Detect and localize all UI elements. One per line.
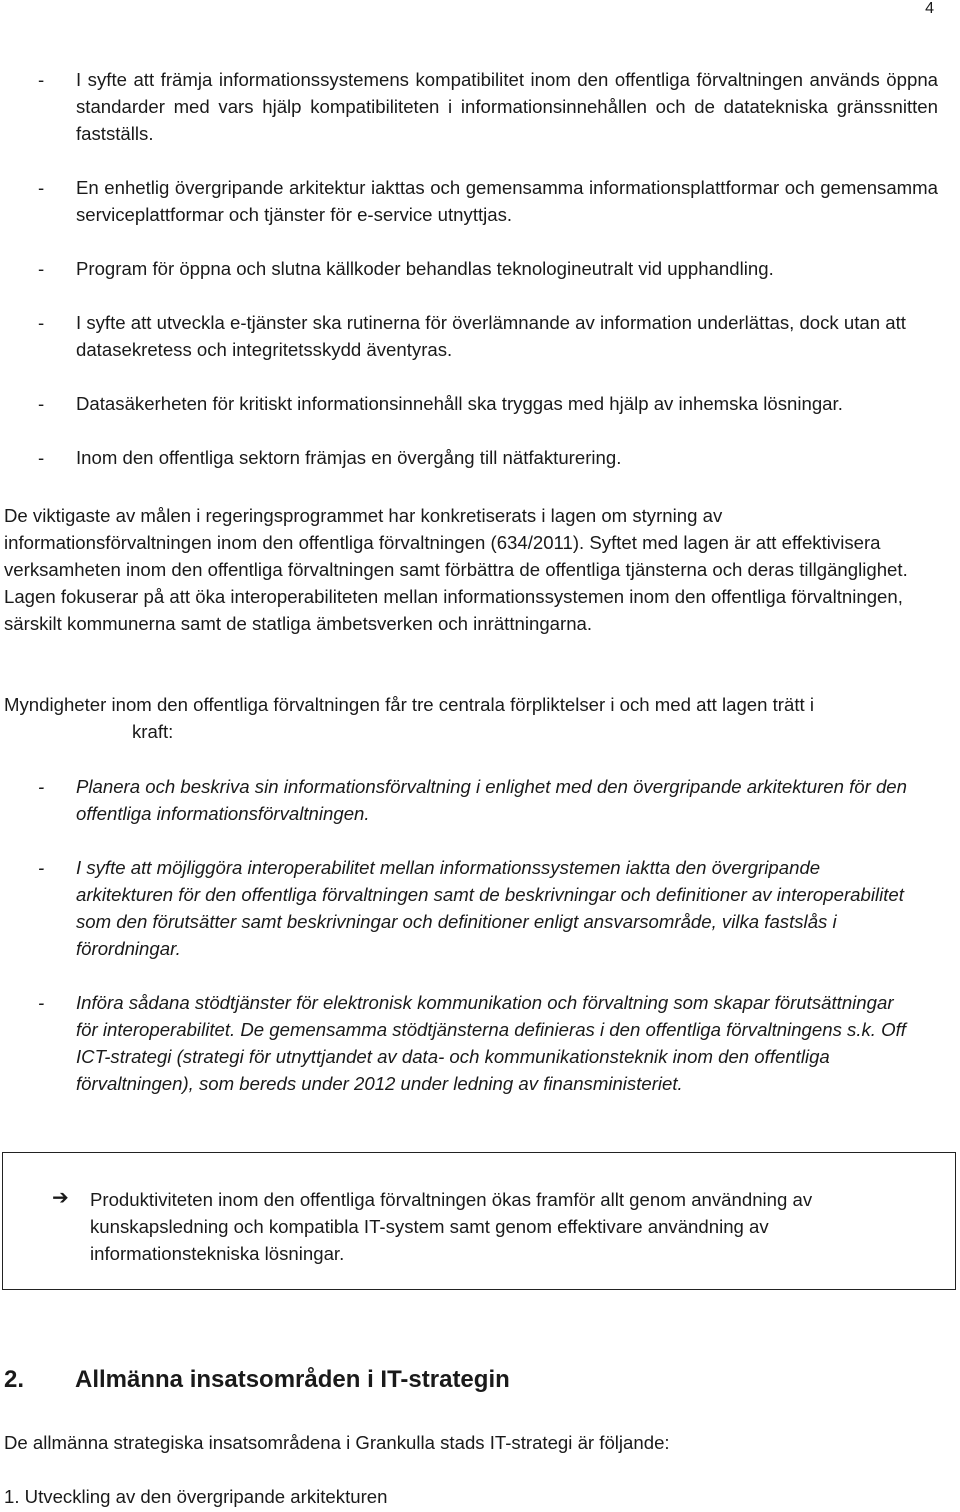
bullet-dash: -: [38, 177, 45, 198]
section-number: 2.: [4, 1366, 25, 1393]
list-item: [0, 66, 960, 147]
bullet-dash: -: [38, 776, 45, 797]
paragraph-tail: kraft:: [132, 721, 174, 742]
list-item-text: Inom den offentliga sektorn främjas en övergång till nätfakturering.: [76, 447, 622, 468]
bullet-dash: -: [38, 312, 45, 333]
bullet-dash: -: [38, 393, 45, 414]
list-item: [0, 390, 960, 417]
bullet-dash: -: [38, 992, 45, 1013]
list-item: [0, 773, 960, 827]
list-item: [0, 854, 960, 962]
list-item-text: Planera och beskriva sin informationsförvaltning i enlighet med den övergripande arkitekturen för den offentliga informationsförvaltningen.: [76, 776, 907, 824]
bullet-list-obligations: [0, 773, 960, 1124]
list-item-text: En enhetlig övergripande arkitektur iakttas och gemensamma informationsplattformar och gemensamma serviceplattformar och tjänster för e-service utnyttjas.: [76, 177, 938, 225]
paragraph-text: Myndigheter inom den offentliga förvaltningen får tre centrala förpliktelser i och med att lagen trätt i: [4, 694, 814, 715]
list-item: [0, 174, 960, 228]
bullet-dash: -: [38, 258, 45, 279]
list-item-text: Datasäkerheten för kritiskt informationsinnehåll ska tryggas med hjälp av inhemska lösningar.: [76, 393, 843, 414]
list-item-text: I syfte att utveckla e-tjänster ska rutinerna för överlämnande av information underlättas, dock utan att datasekretess och integritetsskydd äventyras.: [76, 312, 906, 360]
highlight-box-text: Produktiviteten inom den offentliga förvaltningen ökas framför allt genom användning av kunskapsledning och kompatibla IT-system samt genom effektivare användning av informationstekniska lösningar.: [90, 1189, 813, 1264]
body-paragraph: De viktigaste av målen i regeringsprogrammet har konkretiserats i lagen om styrning av informationsförvaltningen inom den offentliga förvaltningen (634/2011). Syftet med lagen är att effektivisera verksamheten inom den offentliga förvaltningen samt förbättra de offentliga tjänsterna och deras tillgänglighet. Lagen fokuserar på att öka interoperabiliteten mellan informationssystemen inom den offentliga förvaltningen, särskilt kommunerna samt de statliga ämbetsverken och inrättningarna.: [4, 505, 908, 634]
section-heading: [4, 1366, 510, 1394]
list-item-text: Program för öppna och slutna källkoder behandlas teknologineutralt vid upphandling.: [76, 258, 774, 279]
list-item: [0, 255, 960, 282]
list-item-text: I syfte att möjliggöra interoperabilitet mellan informationssystemen iaktta den övergripande arkitekturen för den offentliga förvaltningen samt de beskrivningar och definitioner av interoperabilitet som den förutsätter samt beskrivningar och definitioner enligt ansvarsområde, vilka fastslås i förordningar.: [76, 857, 904, 959]
bullet-dash: -: [38, 447, 45, 468]
numbered-subitem: 1. Utveckling av den övergripande arkitekturen: [4, 1486, 388, 1507]
bullet-dash: -: [38, 69, 45, 90]
section-intro: De allmänna strategiska insatsområdena i Grankulla stads IT-strategi är följande:: [4, 1432, 670, 1453]
body-paragraph-obligations: [4, 691, 924, 745]
list-item: [0, 309, 960, 363]
bullet-list-top: [0, 66, 960, 498]
list-item-text: Införa sådana stödtjänster för elektronisk kommunikation och förvaltning som skapar förutsättningar för interoperabilitet. De gemensamma stödtjänsterna definieras i den offentliga förvaltningens s.k. Off ICT-strategi (strategi för utnyttjandet av data- och kommunikationsteknik inom den offentliga förvaltningen), som bereds under 2012 under ledning av finansministeriet.: [76, 992, 906, 1094]
page-number: 4: [925, 0, 934, 17]
list-item-text: I syfte att främja informationssystemens kompatibilitet inom den offentliga förvaltningen används öppna standarder med vars hjälp kompatibiliteten i informationsinnehållen och de datatekniska gränssnitten fastställs.: [76, 69, 938, 144]
highlight-box: [2, 1152, 956, 1290]
bullet-dash: -: [38, 857, 45, 878]
list-item: [0, 444, 960, 471]
right-arrow-icon: ➔: [52, 1187, 69, 1209]
list-item: [0, 989, 960, 1097]
section-title: Allmänna insatsområden i IT-strategin: [75, 1366, 510, 1393]
